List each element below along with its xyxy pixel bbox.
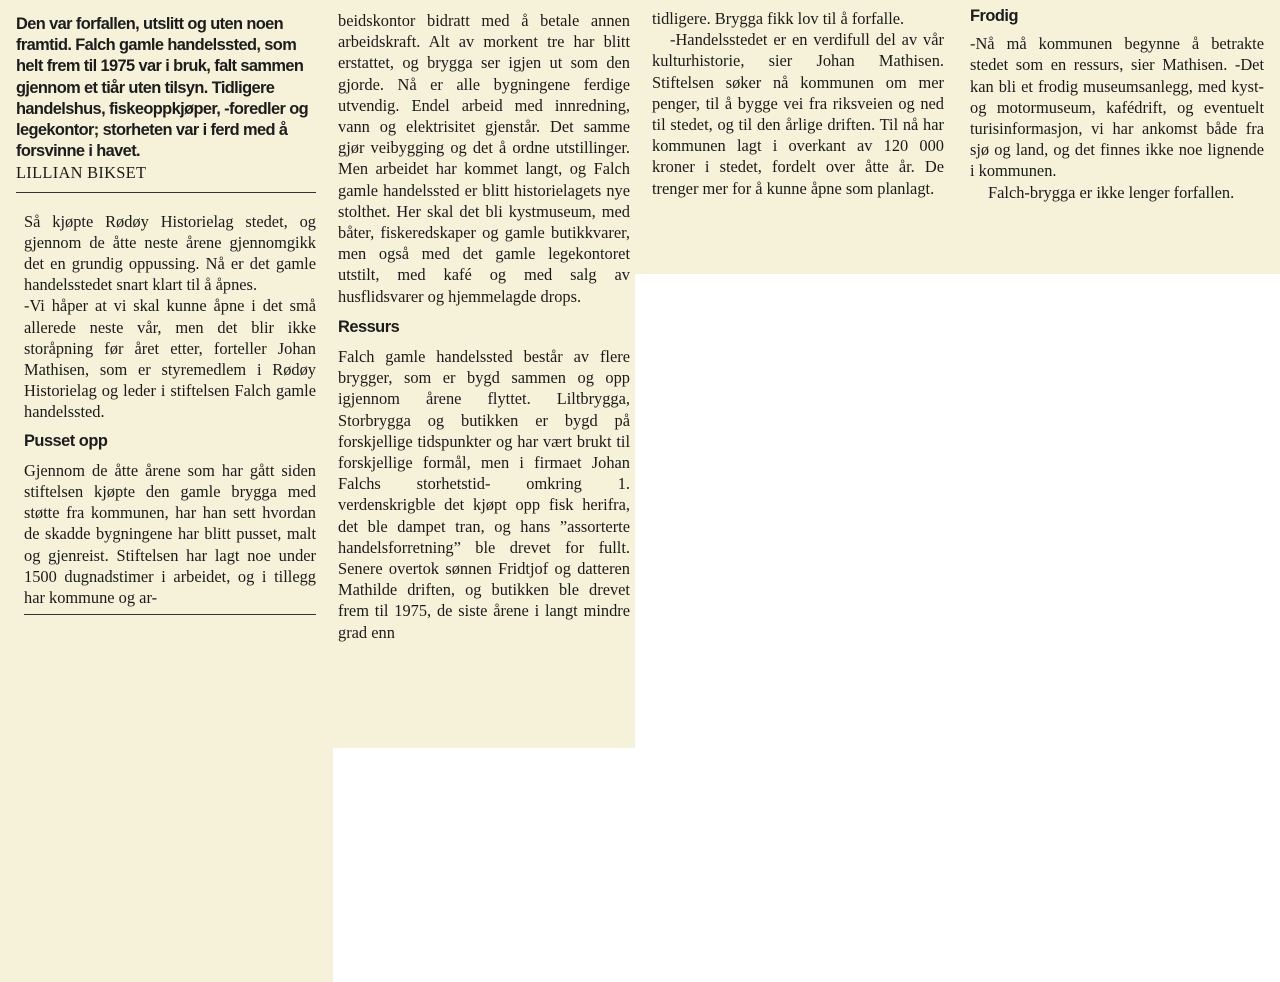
paragraph: Gjennom de åtte årene som har gått siden stiftelsen kjøpte den gamle brygga med støtte fra kommunen, har han sett hvordan de skadde bygningene har blitt pusset, malt og gjenreist. Stiftelsen har lagt noe under 1500 dugnadstimer i arbeidet, og i tillegg har kommune og ar-	[24, 460, 316, 608]
byline-rule	[16, 192, 316, 193]
paragraph: Så kjøpte Rødøy Historielag stedet, og gjennom de åtte neste årene gjennomgikk det en grundig oppussing. Nå er det gamle handelsstedet snart klart til å åpnes.	[24, 211, 316, 295]
paragraph: Falch gamle handelssted består av flere brygger, som er bygd sammen og opp igjennom årene flyttet. Liltbrygga, Storbrygga og butikken er bygd på forskjellige tidspunkter og har vært brukt til forskjellige formål, men i firmaet Johan Falchs storhetstid- omkring 1. verdenskrigble det kjøpt opp fisk herifra, det ble dampet tran, og hans ”assorterte handelsforretning” ble drevet for fullt. Senere overtok sønnen Fridtjof og datteren Mathilde driften, og butikken ble drevet frem til 1975, de siste årene i langt mindre grad enn	[338, 347, 630, 642]
paragraph: beidskontor bidratt med å betale annen arbeidskraft. Alt av morkent tre har blitt erstattet, og brygga ser igjen ut som den gjorde. Nå er alle bygningene ferdige utvendig. Endel arbeid med innredning, vann og elektrisitet gjenstår. Det samme gjør veibygging og det å ordne utstillinger. Men arbeidet har kommet langt, og Falch gamle handelssted er blitt historielagets nye stolthet. Her skal det bli kystmuseum, med båter, fiskeredskaper og gamle butikkvarer, men også med det gamle legekontoret utstilt, med kafé og med salg av husflidsvarer og hjemmelagde drops.	[338, 11, 630, 306]
article-column-4	[970, 6, 1264, 270]
column-bottom-rule	[24, 614, 316, 615]
paragraph: -Nå må kommunen begynne å betrakte stedet som en ressurs, sier Mathisen. -Det kan bli et frodig museumsanlegg, med kyst- og motormuseum, kafédrift, og eventuelt turisinformasjon, vi har ankomst både fra sjø og land, og det finnes ikke noe lignende i kommunen.	[970, 34, 1264, 181]
paragraph: -Vi håper at vi skal kunne åpne i det små allerede neste vår, men det blir ikke storåpning før året etter, forteller Johan Mathisen, som er styremedlem i Rødøy Historielag og leder i stiftelsen Falch gamle handelssted.	[24, 296, 316, 422]
paragraph: tidligere. Brygga fikk lov til å forfalle.	[652, 9, 905, 28]
byline: LILLIAN BIKSET	[16, 163, 147, 183]
article-column-3	[652, 8, 944, 270]
paragraph: Falch-brygga er ikke lenger forfallen.	[988, 182, 1235, 202]
paragraph: -Handelsstedet er en verdifull del av vår kulturhistorie, sier Johan Mathisen. Stiftelsen søker nå kommunen om mer penger, til å bygge vei fra riksveien og ned til stedet, og til den årlige driften. Til nå har kommunen lagt i overkant av 120 000 kroner i stedet, fordelt over åtte år. De trenger mer for å kunne åpne som planlagt.	[652, 30, 944, 198]
subheading-pusset-opp: Pusset opp	[24, 431, 108, 450]
article-column-1	[16, 14, 316, 974]
subheading-frodig: Frodig	[970, 7, 1018, 25]
subheading-ressurs: Ressurs	[338, 317, 400, 336]
article-column-2	[338, 10, 630, 746]
article-lede: Den var forfallen, utslitt og uten noen framtid. Falch gamle handelssted, som helt frem til 1975 var i bruk, falt sammen gjennom et tiår uten tilsyn. Tidligere handelshus, fiskeoppkjøper, -foredler og legekontor; storheten var i ferd med å forsvinne i havet.	[16, 15, 309, 161]
